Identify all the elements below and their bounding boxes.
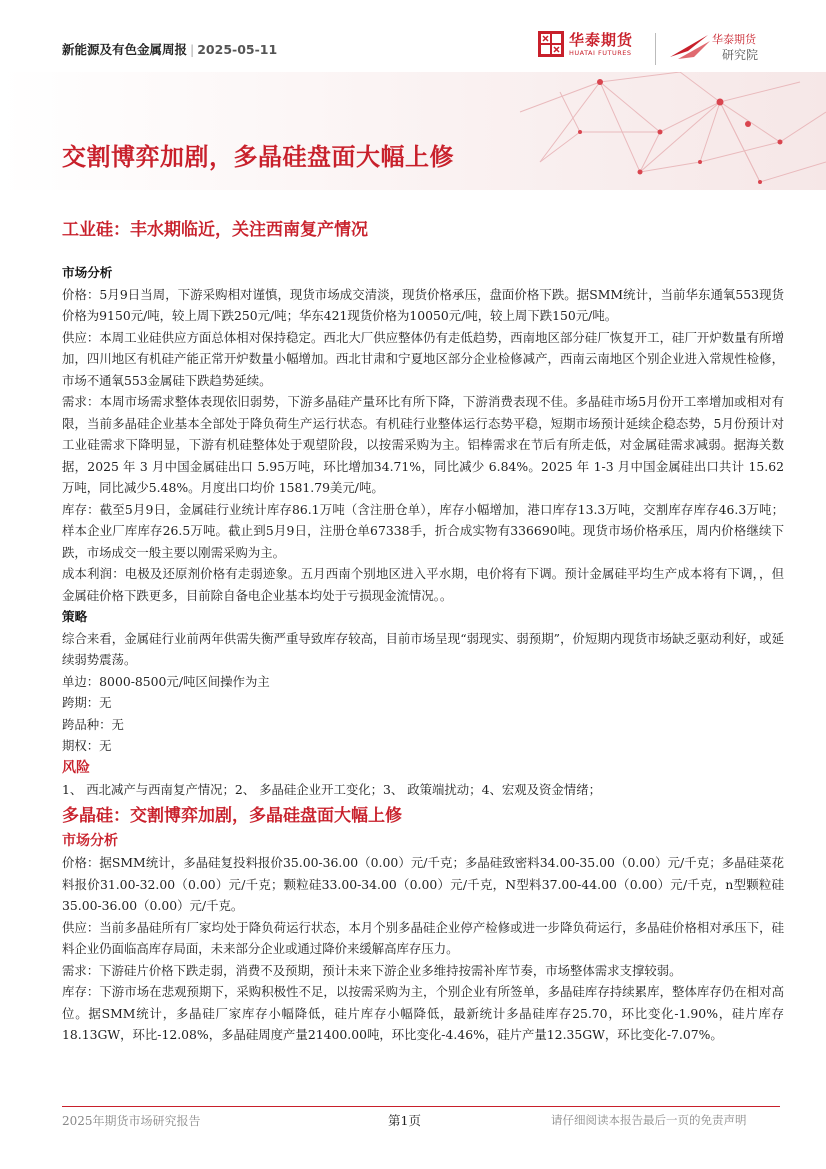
section2-market-heading: 市场分析 xyxy=(62,833,118,849)
section2-price-paragraph: 价格：据SMM统计，多晶硅复投料报价35.00-36.00（0.00）元/千克；多晶硅致密料34.00-35.00（0.00）元/千克；多晶硅菜花料报价31.00-32.00（0.00）元/千克；颗粒硅33.00-34.00（0.00）元/千克，N型料37.00-44.00（0.00）元/千克，n型颗粒硅35.00-36.00（0.00）元/千克。 xyxy=(62,855,784,913)
logo-cn: 华泰期货 xyxy=(569,30,634,49)
footer-rule xyxy=(62,1106,780,1107)
institute-logo-icon xyxy=(668,31,712,63)
section1-risk-text: 1、 西北减产与西南复产情况；2、 多晶硅企业开工变化；3、 政策端扰动；4、宏观及资金情绪； xyxy=(62,781,601,797)
strategy-cross-product: 跨品种：无 xyxy=(62,716,124,732)
section1-price-paragraph: 价格：5月9日当周，下游采购相对谨慎，现货市场成交清淡，现货价格承压，盘面价格下跌。据SMM统计，当前华东通氧553现货价格为9150元/吨，较上周下跌250元/吨；华东421现货价格为10050元/吨，较上周下跌150元/吨。 xyxy=(62,286,784,323)
huatai-logo xyxy=(538,31,633,57)
institute-line1: 华泰期货 xyxy=(712,33,756,46)
footer-disclaimer: 请仔细阅读本报告最后一页的免责声明 xyxy=(551,1113,747,1127)
strategy-summary: 综合来看，金属硅行业前两年供需失衡严重导致库存较高，目前市场呈现“弱现实、弱预期”，价短期内现货市场缺乏驱动利好，或延续弱势震荡。 xyxy=(62,630,784,667)
section1-market-heading: 市场分析 xyxy=(62,265,113,280)
network-graphic xyxy=(0,72,826,190)
section1-risk-heading: 风险 xyxy=(62,759,90,776)
report-name: 新能源及有色金属周报 xyxy=(62,42,188,57)
report-date: 2025-05-11 xyxy=(197,42,278,57)
report-header xyxy=(62,40,277,58)
section1-cost-paragraph: 成本利润：电极及还原剂价格有走弱迹象。五月西南个别地区进入平水期，电价将有下调。预计金属硅平均生产成本将有下调，，但金属硅价格下跌更多，目前除自备电企业基本均处于亏损现金流情况。。 xyxy=(62,566,784,603)
section1-inventory-paragraph: 库存：截至5月9日，金属硅行业统计库存86.1万吨（含注册仓单），库存小幅增加，港口库存13.3万吨，交割库存库存46.3万吨；样本企业厂库库存26.5万吨。截止到5月9日，注册仓单67338手，折合成实物有336690吨。现货市场价格承压，周内价格继续下跌，市场成交一般主要以刚需采购为主。 xyxy=(62,501,784,560)
strategy-single-side: 单边：8000-8500元/吨区间操作为主 xyxy=(62,673,270,689)
footer-report-name: 2025年期货市场研究报告 xyxy=(62,1114,201,1128)
logo-divider xyxy=(655,33,656,65)
header-separator: | xyxy=(190,42,195,57)
banner-title: 交割博弈加剧，多晶硅盘面大幅上修 xyxy=(62,143,454,171)
strategy-calendar: 跨期：无 xyxy=(62,695,112,710)
institute-line2: 研究院 xyxy=(722,48,759,62)
section2-supply-paragraph: 供应：当前多晶硅所有厂家均处于降负荷运行状态，本月个别多晶硅企业停产检修或进一步降负荷运行，多晶硅价格相对承压下，硅料企业仍面临高库存局面，未来部分企业或通过降价来缓解高库存压力。 xyxy=(62,919,784,956)
report-body xyxy=(62,262,784,1046)
strategy-options: 期权：无 xyxy=(62,738,112,753)
title-banner xyxy=(0,72,826,190)
section1-demand-paragraph: 需求：本周市场需求整体表现依旧弱势，下游多晶硅产量环比有所下降，下游消费表现不佳。多晶硅市场5月份开工率增加或相对有限，当前多晶硅企业基本全部处于降负荷生产运行状态。有机硅行业整体运行态势平稳，短期市场预计延续企稳态势，5月份预计对工业硅需求下降明显，下游有机硅整体处于观望阶段，以按需采购为主。铝棒需求在节后有所走低，对金属硅需求减弱。据海关数据，2025 年 3 月中国金属硅出口 5.95万吨，环比增加34.71%，同比减少 6.84%。2025 年 1-3 月中国金属硅出口共计 15.62 万吨，同比减少5.48%。月度出口均价 1581.79美元/吨。 xyxy=(62,394,784,495)
section1-strategy-heading: 策略 xyxy=(62,609,88,624)
section2-demand-paragraph: 需求：下游硅片价格下跌走弱，消费不及预期，预计未来下游企业多维持按需补库节奏，市场整体需求支撑较弱。 xyxy=(62,962,682,978)
section1-title: 工业硅：丰水期临近，关注西南复产情况 xyxy=(62,220,368,240)
huatai-logo-icon xyxy=(538,31,564,57)
logo-en: HUATAI FUTURES xyxy=(569,48,632,57)
section1-supply-paragraph: 供应：本周工业硅供应方面总体相对保持稳定。西北大厂供应整体仍有走低趋势，西南地区部分硅厂恢复开工，硅厂开炉数量有所增加，四川地区有机硅产能正常开炉数量小幅增加。西北甘肃和宁夏地区部分企业检修减产，西南云南地区个别企业进入常规性检修，市场不通氧553金属硅下跌趋势延续。 xyxy=(62,329,784,388)
section2-title: 多晶硅：交割博弈加剧，多晶硅盘面大幅上修 xyxy=(62,806,402,826)
section2-inventory-paragraph: 库存：下游市场在悲观预期下，采购积极性不足，以按需采购为主，个别企业有所签单，多晶硅库存持续累库，整体库存仍在相对高位。据SMM统计，多晶硅厂家库存小幅降低，硅片库存小幅降低，最新统计多晶硅库存25.70，环比变化-1.90%，硅片库存18.13GW，环比-12.08%，多晶硅周度产量21400.00吨，环比变化-4.46%，硅片产量12.35GW，环比变化-7.07%。 xyxy=(62,984,784,1042)
page-number: 第1页 xyxy=(388,1113,421,1128)
